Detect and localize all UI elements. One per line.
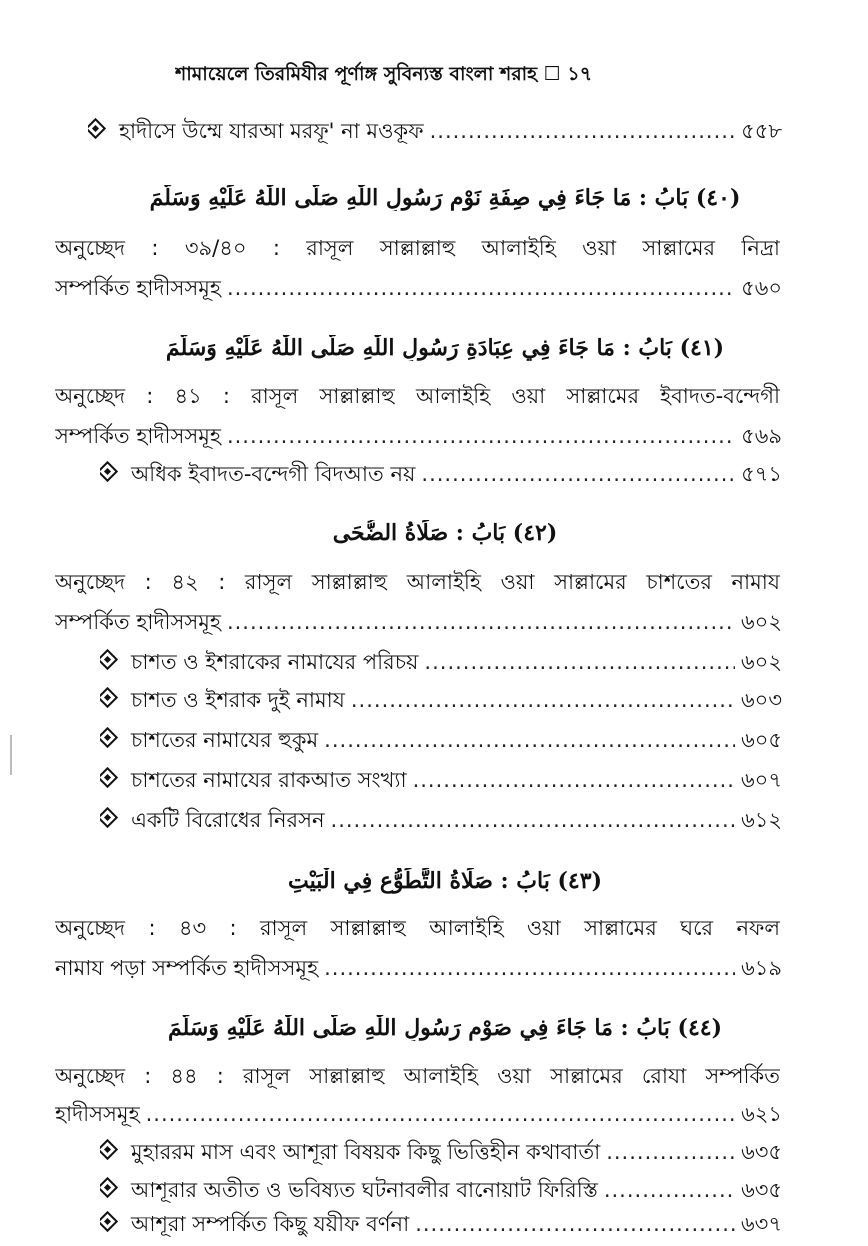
chapter-heading: (٤٤) بَابُ : مَا جَاءَ فِي صَوْمِ رَسُولِ اللّٰهِ صَلَّى اللّٰهُ عَلَيْهِ وَسَلَّمَ	[167, 1015, 723, 1041]
page-number: ৬০৭	[741, 768, 782, 792]
diamond-bullet-icon	[100, 1139, 118, 1160]
leader-dots	[146, 1102, 735, 1126]
chapter-heading: (٤٣) بَابُ : صَلَاةُ التَّطَوُّعِ فِي الْبَيْتِ	[288, 868, 602, 894]
page-number: ৬১৯	[741, 956, 782, 980]
page-number: ৬৩৭	[741, 1212, 782, 1236]
leader-dots	[606, 1140, 735, 1164]
toc-subentry	[100, 804, 782, 839]
toc-subentry	[100, 1208, 782, 1243]
chapter-page-entry	[55, 606, 782, 641]
chapter-description: অনুচ্ছেদ : ৪২ : রাসূল সাল্লাল্লাহু আলাইহি ওয়া সাল্লামের চাশতের নামায	[55, 570, 780, 594]
toc-subentry	[100, 458, 782, 493]
leader-dots	[430, 119, 736, 143]
entry-title: চাশতের নামাযের হুকুম	[131, 728, 319, 752]
toc-subentry	[100, 646, 782, 681]
chapter-description: অনুচ্ছেদ : ৪৪ : রাসূল সাল্লাল্লাহু আলাইহি ওয়া সাল্লামের রোযা সম্পর্কিত	[55, 1064, 780, 1088]
chapter-page-entry	[55, 272, 782, 307]
entry-title: সম্পর্কিত হাদীসসমূহ	[55, 276, 221, 300]
page-number: ৬০৫	[741, 728, 782, 752]
leader-dots	[421, 462, 735, 486]
entry-title: চাশত ও ইশরাকের নামাযের পরিচয়	[131, 650, 419, 674]
page-number: ৬০৩	[741, 688, 782, 712]
page-number: ৫৫৮	[741, 119, 782, 143]
entry-title: হাদীসে উম্মে যারআ মরফূ' না মওকূফ	[119, 119, 424, 143]
toc-subentry	[100, 1136, 782, 1171]
page-number: ৬২১	[741, 1102, 782, 1126]
entry-title: অধিক ইবাদত-বন্দেগী বিদআত নয়	[131, 462, 416, 486]
entry-title: মুহাররম মাস এবং আশূরা বিষয়ক কিছু ভিত্তিহীন কথাবার্তা	[131, 1140, 601, 1164]
diamond-bullet-icon	[100, 807, 118, 828]
toc-subentry	[100, 1174, 782, 1209]
leader-dots	[351, 688, 735, 712]
entry-title: নামায পড়া সম্পর্কিত হাদীসসমূহ	[55, 956, 319, 980]
diamond-bullet-icon	[100, 649, 118, 670]
chapter-heading: (٤٢) بَابُ : صَلَاةُ الضُّحَى	[332, 520, 558, 546]
leader-dots	[415, 1212, 735, 1236]
leader-dots	[227, 276, 735, 300]
page-number: ৫৭১	[741, 462, 782, 486]
diamond-bullet-icon	[100, 461, 118, 482]
leader-dots	[324, 728, 735, 752]
toc-subentry	[88, 115, 782, 150]
entry-title: চাশতের নামাযের রাকআত সংখ্যা	[131, 768, 407, 792]
entry-title: আশূরা সম্পর্কিত কিছু যয়ীফ বর্ণনা	[131, 1212, 410, 1236]
page-number: ৬০২	[741, 610, 782, 634]
leader-dots	[424, 650, 735, 674]
diamond-bullet-icon	[100, 1177, 118, 1198]
chapter-page-entry	[55, 1098, 782, 1133]
page-number: ৫৬০	[741, 276, 782, 300]
diamond-bullet-icon	[100, 1211, 118, 1232]
chapter-heading: (٤١) بَابُ : مَا جَاءَ فِي عِبَادَةِ رَسُولِ اللّٰهِ صَلَّى اللّٰهُ عَلَيْهِ وَسَلَّمَ	[165, 335, 725, 361]
diamond-bullet-icon	[100, 727, 118, 748]
page-number: ৫৬৯	[741, 424, 782, 448]
toc-subentry	[100, 764, 782, 799]
margin-mark	[10, 735, 12, 775]
chapter-description: অনুচ্ছেদ : ৩৯/৪০ : রাসূল সাল্লাল্লাহু আলাইহি ওয়া সাল্লামের নিদ্রা	[55, 236, 780, 260]
leader-dots	[227, 424, 735, 448]
entry-title: হাদীসসমূহ	[55, 1102, 140, 1126]
chapter-page-entry	[55, 952, 782, 987]
diamond-bullet-icon	[100, 687, 118, 708]
leader-dots	[604, 1178, 735, 1202]
entry-title: সম্পর্কিত হাদীসসমূহ	[55, 610, 221, 634]
leader-dots	[413, 768, 735, 792]
toc-subentry	[100, 724, 782, 759]
entry-title: একটি বিরোধের নিরসন	[131, 808, 325, 832]
entry-title: সম্পর্কিত হাদীসসমূহ	[55, 424, 221, 448]
chapter-description: অনুচ্ছেদ : ৪৩ : রাসূল সাল্লাল্লাহু আলাইহি ওয়া সাল্লামের ঘরে নফল	[55, 916, 780, 940]
entry-title: আশূরার অতীত ও ভবিষ্যত ঘটনাবলীর বানোয়াট ফিরিস্তি	[131, 1178, 598, 1202]
diamond-bullet-icon	[88, 118, 106, 139]
entry-title: চাশত ও ইশরাক দুই নামায	[131, 688, 345, 712]
page-number: ৬০২	[741, 650, 782, 674]
page-number: ৬৩৫	[741, 1140, 782, 1164]
chapter-heading: (٤٠) بَابُ : مَا جَاءَ فِي صِفَةِ نَوْمِ رَسُولِ اللّٰهِ صَلَّى اللّٰهُ عَلَيْهِ وَسَلَّمَ	[149, 185, 741, 211]
page-number: ৬১২	[741, 808, 782, 832]
chapter-description: অনুচ্ছেদ : ৪১ : রাসূল সাল্লাল্লাহু আলাইহি ওয়া সাল্লামের ইবাদত-বন্দেগী	[55, 384, 780, 408]
leader-dots	[227, 610, 735, 634]
diamond-bullet-icon	[100, 767, 118, 788]
toc-subentry	[100, 684, 782, 719]
leader-dots	[324, 956, 735, 980]
chapter-page-entry	[55, 420, 782, 455]
page-number: ৬৩৫	[741, 1178, 782, 1202]
running-header: শামায়েলে তিরমিযীর পূর্ণাঙ্গ সুবিন্যস্ত বাংলা শরাহ ☐ ১৭	[175, 63, 593, 85]
leader-dots	[331, 808, 736, 832]
